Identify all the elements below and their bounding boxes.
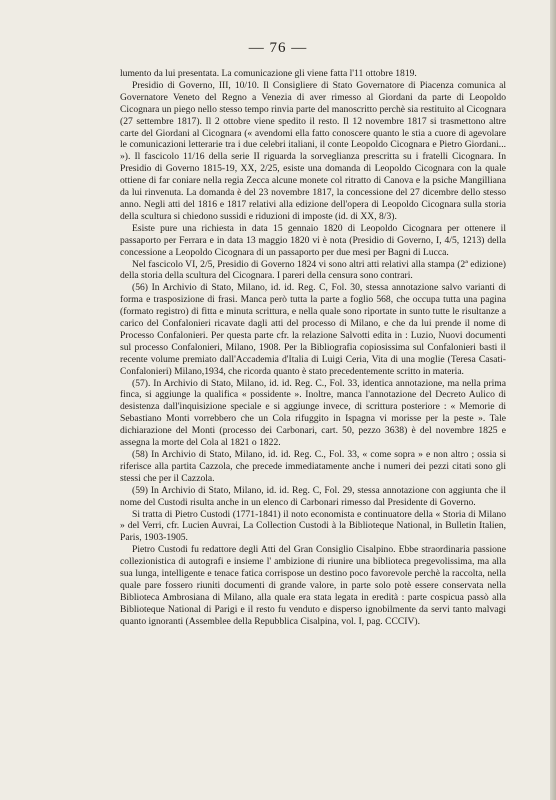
paragraph: Presidio di Governo, III, 10/10. Il Consigliere di Stato Governatore di Piacenza comunica al Governatore Veneto del Regno a Venezia di aver rimesso al Giordani da parte di Leopoldo Cicognara un piego nello stesso tempo rinvia parte del manoscritto perchè sia restituito al Cicognara (27 settembre 1817). Il 2 ottobre viene spedito il resto. Il 12 novembre 1817 si trasmettono altre carte del Giordani al Cicognara (« avendomi ella fatto conoscere quanto le stia a cuore di agevolare le comunicazioni letterarie tra i due celebri italiani, il conte Leopoldo Cicognara e Pietro Giordani... »). Il fascicolo 11/16 della serie II riguarda la sorveglianza prescritta su i fratelli Cicognara. In Presidio di Governo 1815-19, XX, 2/25, esiste una domanda di Leopoldo Cicognara con la quale ottiene di far coniare nella regia Zecca alcune monete col ritratto di Canova e la psiche Mangilliana da lui rinvenuta. La domanda è del 23 novembre 1817, la concessione del 27 dicembre dello stesso anno. Negli atti del 1816 e 1817 relativi alla edizione dell'opera di Leopoldo Cicognara sulla storia della scultura si chiedono sussidi e riduzioni di imposte (id. di XX, 8/3). xyxy=(120,79,506,222)
footnote-56: (56) In Archivio di Stato, Milano, id. id. Reg. C, Fol. 30, stessa annotazione salvo varianti di forma e trasposizione di frasi. Manca però tutta la parte a foglio 568, che occupa tutta una pagina (formato registro) di fitta e minuta scrittura, e nella quale sono riportate in sunto tutte le risultanze a carico del Confalonieri ricavate dagli atti del processo di Milano, e che da lui prende il nome di Processo Confalonieri. Per questa parte cfr. la relazione Salvotti edita in : Luzio, Nuovi documenti sul processo Confalonieri, Milano, 1908. Per la Bibliografia copiosissima sul Confalonieri basti il recente volume premiato dall'Accademia d'Italia di Luigi Ceria, Vita di una moglie (Teresa Casati-Confalonieri) Milano,1934, che ricorda quanto è stato precedentemente scritto in materia. xyxy=(120,282,506,377)
paragraph: Pietro Custodi fu redattore degli Atti del Gran Consiglio Cisalpino. Ebbe straordinaria passione collezionistica di autografi e insieme l' ambizione di riunire una biblioteca pregevolissima, ma alla sua lunga, intelligente e tenace fatica corrispose un destino poco favorevole perchè la raccolta, nella quale pare fossero riuniti documenti di grande valore, in parte solo potè essere conservata nella Biblioteca Ambrosiana di Milano, alla quale era stata legata in eredità : parte cospicua passò alla Biblioteque National di Parigi e il resto fu venduto e disperso ignobilmente da servi tanto malvagi quanto ignoranti (Assemblee della Repubblica Cisalpina, vol. I, pag. CCCIV). xyxy=(120,544,506,627)
footnote-57: (57). In Archivio di Stato, Milano, id. id. Reg. C., Fol. 33, identica annotazione, ma nella prima finca, si aggiunge la qualifica « possidente ». Inoltre, manca l'annotazione del Decreto Aulico di desistenza dall'inquisizione speciale e si aggiunge invece, di scrittura posteriore : « Memorie di Sebastiano Monti vorrebbero che un Cola rifuggito in Ispagna vi morisse per la peste ». Tale dichiarazione del Monti (processo dei Carbonari, cart. 50, pezzo 3638) è del novembre 1825 e assegna la morte del Cola al 1821 o 1822. xyxy=(120,377,506,449)
footnote-59: (59) In Archivio di Stato, Milano, id. id. Reg. C, Fol. 29, stessa annotazione con aggiunta che il nome del Custodi risulta anche in un elenco di Carbonari rimesso dal Presidente di Governo. xyxy=(120,484,506,508)
paragraph: lumento da lui presentata. La comunicazione gli viene fatta l'11 ottobre 1819. xyxy=(120,68,417,79)
footnote-58: (58) In Archivio di Stato, Milano, id. id. Reg. C., Fol. 33, « come sopra » e non altro ; ossia si riferisce alla partita Cazzola, che precede immediatamente anche i numeri dei pezzi citati sono gli stessi che per il Cazzola. xyxy=(120,449,506,484)
page-number: — 76 — xyxy=(248,40,308,56)
paragraph: Nel fascicolo VI, 2/5, Presidio di Governo 1824 vi sono altri atti relativi alla stampa (2ª edizione) della storia della scultura del Cicognara. I pareri della censura sono contrari. xyxy=(120,258,506,282)
text-block xyxy=(120,68,506,628)
page-edge xyxy=(550,0,556,800)
paragraph: Esiste pure una richiesta in data 15 gennaio 1820 di Leopoldo Cicognara per ottenere il passaporto per Ferrara e in data 13 maggio 1820 vi è nota (Presidio di Governo, I, 4/5, 1213) della concessione a Leopoldo Cicognara di un passaporto per due mesi per Bagni di Lucca. xyxy=(120,222,506,258)
paragraph: Si tratta di Pietro Custodi (1771-1841) il noto economista e continuatore della « Storia di Milano » del Verri, cfr. Lucien Auvrai, La Collection Custodi à la Biblioteque National, in Bulletin Italien, Paris, 1903-1905. xyxy=(120,508,506,544)
